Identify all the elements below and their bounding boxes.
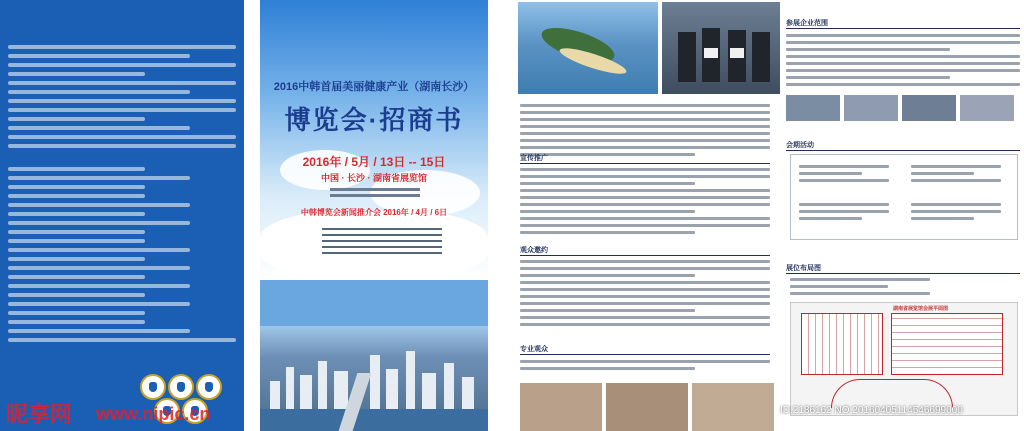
event-dates: 2016年 / 5月 / 13日 -- 15日 [302,155,446,169]
river [260,409,488,431]
watermark-url: www.nipic.cn [96,404,211,424]
floor-plan-map [790,302,1018,416]
poster-subtitle: 2016中韩首届美丽健康产业（湖南长沙） [273,81,475,93]
event-photo [520,383,602,431]
events-table [790,154,1018,240]
section-heading-booth: 展位布局图 [786,263,1020,274]
left-info-panel [0,0,244,431]
section-heading-pro-visitors: 专业观众 [520,344,770,355]
scope-text-block [786,30,1020,90]
section-heading-visitors: 观众邀约 [520,245,770,256]
watermark-id: ID:2186162 NO:20160405114546699000 [780,405,963,416]
contact-text-block [322,224,442,258]
badge-icon [140,374,166,400]
city-skyline-image [260,326,488,431]
gallery-photo [960,95,1014,121]
badge-icon [196,374,222,400]
booth-text-block [790,274,930,299]
poster-panel [260,0,488,431]
watermark-brand: 昵享网 [6,402,73,427]
visitors-text-block [520,256,770,330]
event-details [330,185,420,200]
section-heading-events: 会期活动 [786,140,1020,151]
event-photo [692,383,774,431]
gallery-photo [902,95,956,121]
page-gap [244,0,260,431]
press-conference-date: 中韩博览会新闻推介会 2016年 / 4月 / 6日 [300,208,448,217]
pro-visitors-text-block [520,356,770,374]
promo-text-block [520,164,770,238]
badge-icon [168,374,194,400]
intro-text-block [520,100,770,160]
organizer-text-block [8,40,236,153]
event-location: 中国 · 长沙 · 湖南省展览馆 [321,173,427,183]
poster-title: 博览会·招商书 [284,105,464,135]
section-heading-promo: 宣传推广 [520,153,770,164]
signing-ceremony-photo [662,2,780,94]
gallery-photo [844,95,898,121]
committee-text-block [8,162,236,347]
floor-plan-label: 湖南省展览馆会展平面图 [893,306,949,312]
island-photo [518,2,658,94]
right-page [516,0,1024,431]
gallery-photo [786,95,840,121]
section-heading-scope: 参展企业范围 [786,18,1020,29]
event-photo [606,383,688,431]
